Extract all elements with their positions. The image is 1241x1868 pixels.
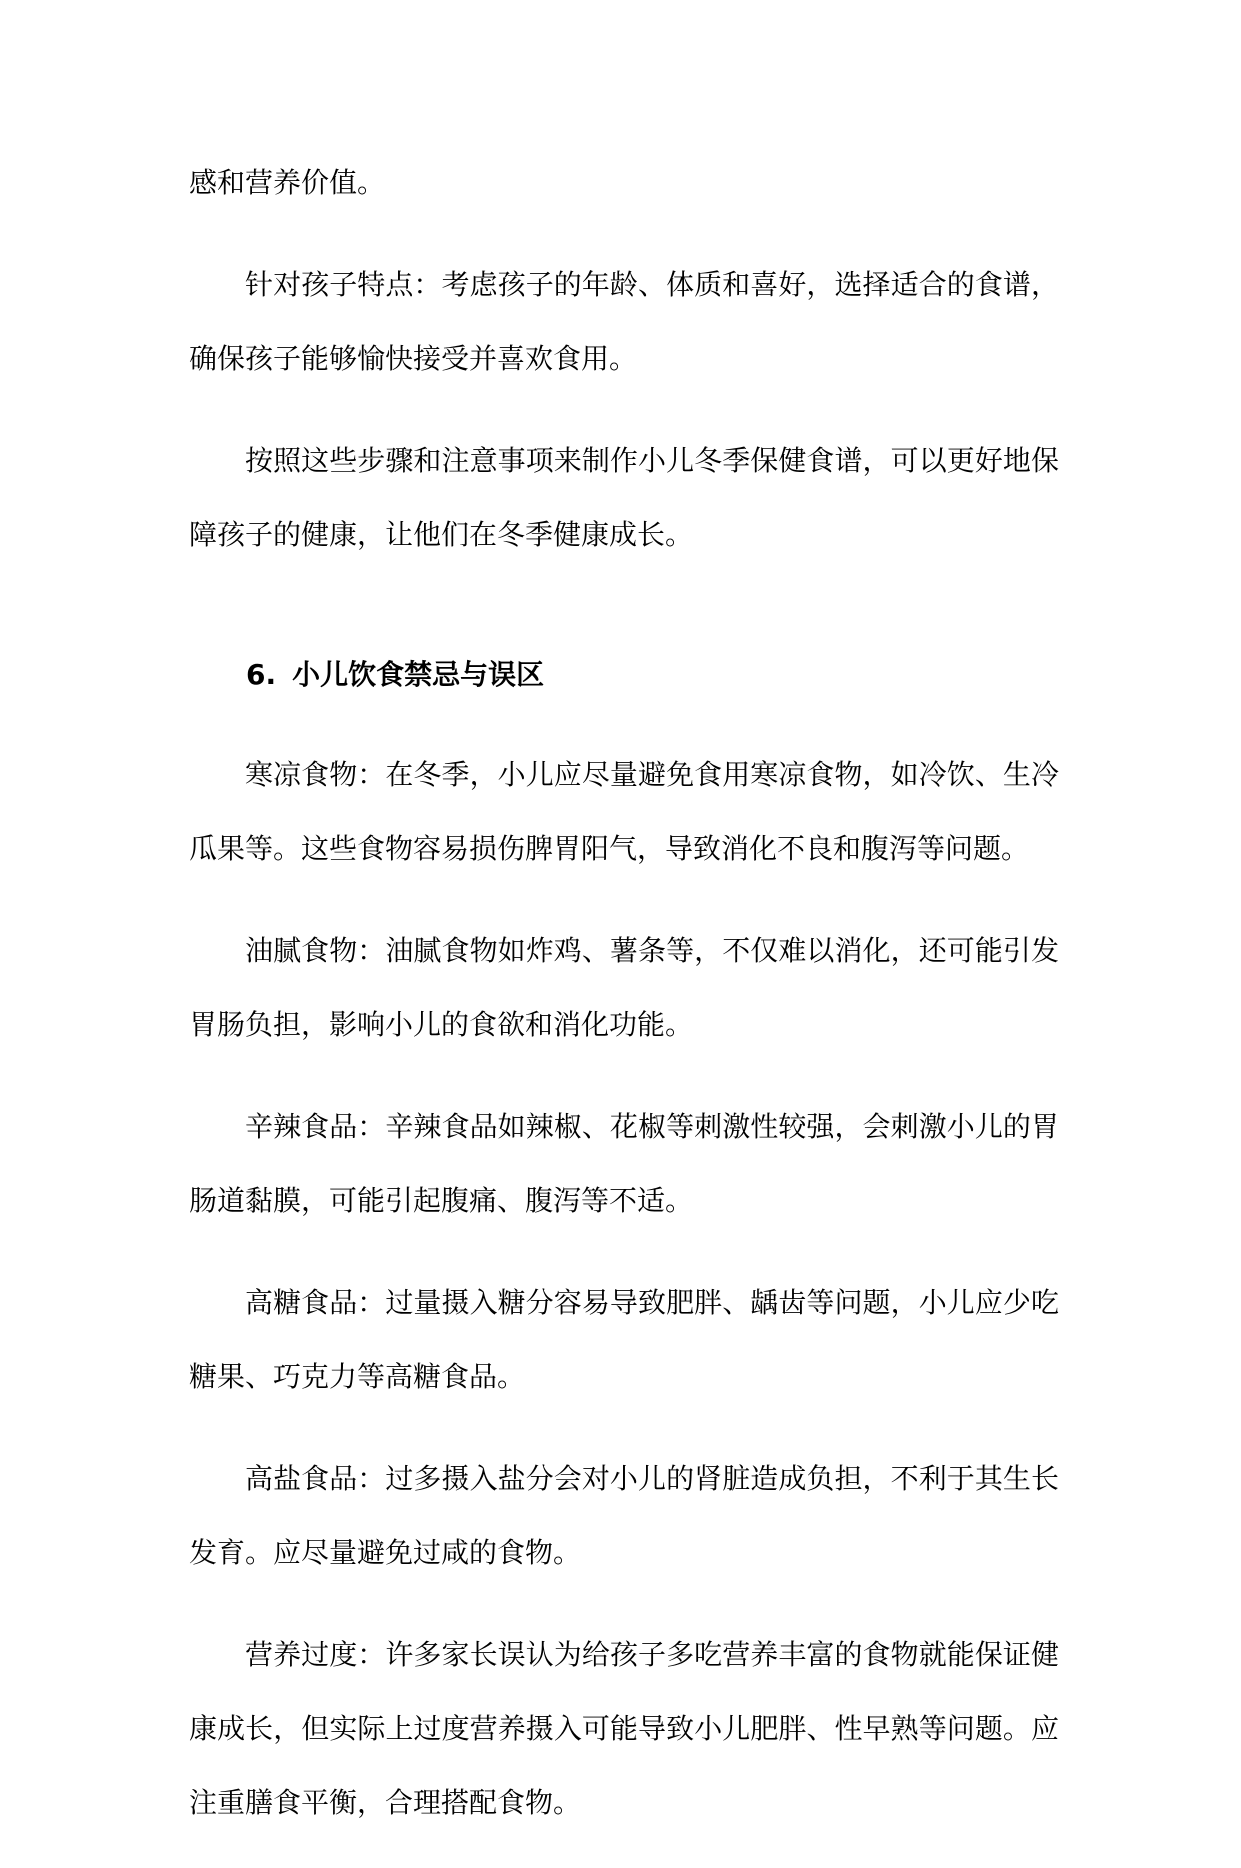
paragraph-high-sugar-food: 高糖食品：过量摄入糖分容易导致肥胖、龋齿等问题，小儿应少吃糖果、巧克力等高糖食品。: [189, 1286, 1059, 1393]
paragraph-summary: 按照这些步骤和注意事项来制作小儿冬季保健食谱，可以更好地保障孩子的健康，让他们在冬季健康成长。: [189, 444, 1059, 551]
paragraph-over-nutrition: 营养过度：许多家长误认为给孩子多吃营养丰富的食物就能保证健康成长，但实际上过度营养摄入可能导致小儿肥胖、性早熟等问题。应注重膳食平衡，合理搭配食物。: [189, 1638, 1059, 1819]
paragraph-cold-food: 寒凉食物：在冬季，小儿应尽量避免食用寒凉食物，如冷饮、生冷瓜果等。这些食物容易损伤脾胃阳气，导致消化不良和腹泻等问题。: [189, 758, 1059, 865]
paragraph-continued: 感和营养价值。: [189, 166, 386, 199]
paragraph-greasy-food: 油腻食物：油腻食物如炸鸡、薯条等，不仅难以消化，还可能引发胃肠负担，影响小儿的食欲和消化功能。: [189, 934, 1059, 1041]
paragraph-spicy-food: 辛辣食品：辛辣食品如辣椒、花椒等刺激性较强，会刺激小儿的胃肠道黏膜，可能引起腹痛、腹泻等不适。: [189, 1110, 1059, 1217]
document-body: [189, 146, 1059, 1868]
section-title: 小儿饮食禁忌与误区: [292, 658, 545, 691]
paragraph-high-salt-food: 高盐食品：过多摄入盐分会对小儿的肾脏造成负担，不利于其生长发育。应尽量避免过咸的食物。: [189, 1462, 1059, 1569]
section-number: 6.: [246, 658, 277, 691]
paragraph-child-characteristics: 针对孩子特点：考虑孩子的年龄、体质和喜好，选择适合的食谱，确保孩子能够愉快接受并喜欢食用。: [189, 268, 1059, 375]
section-heading: [189, 638, 1059, 712]
